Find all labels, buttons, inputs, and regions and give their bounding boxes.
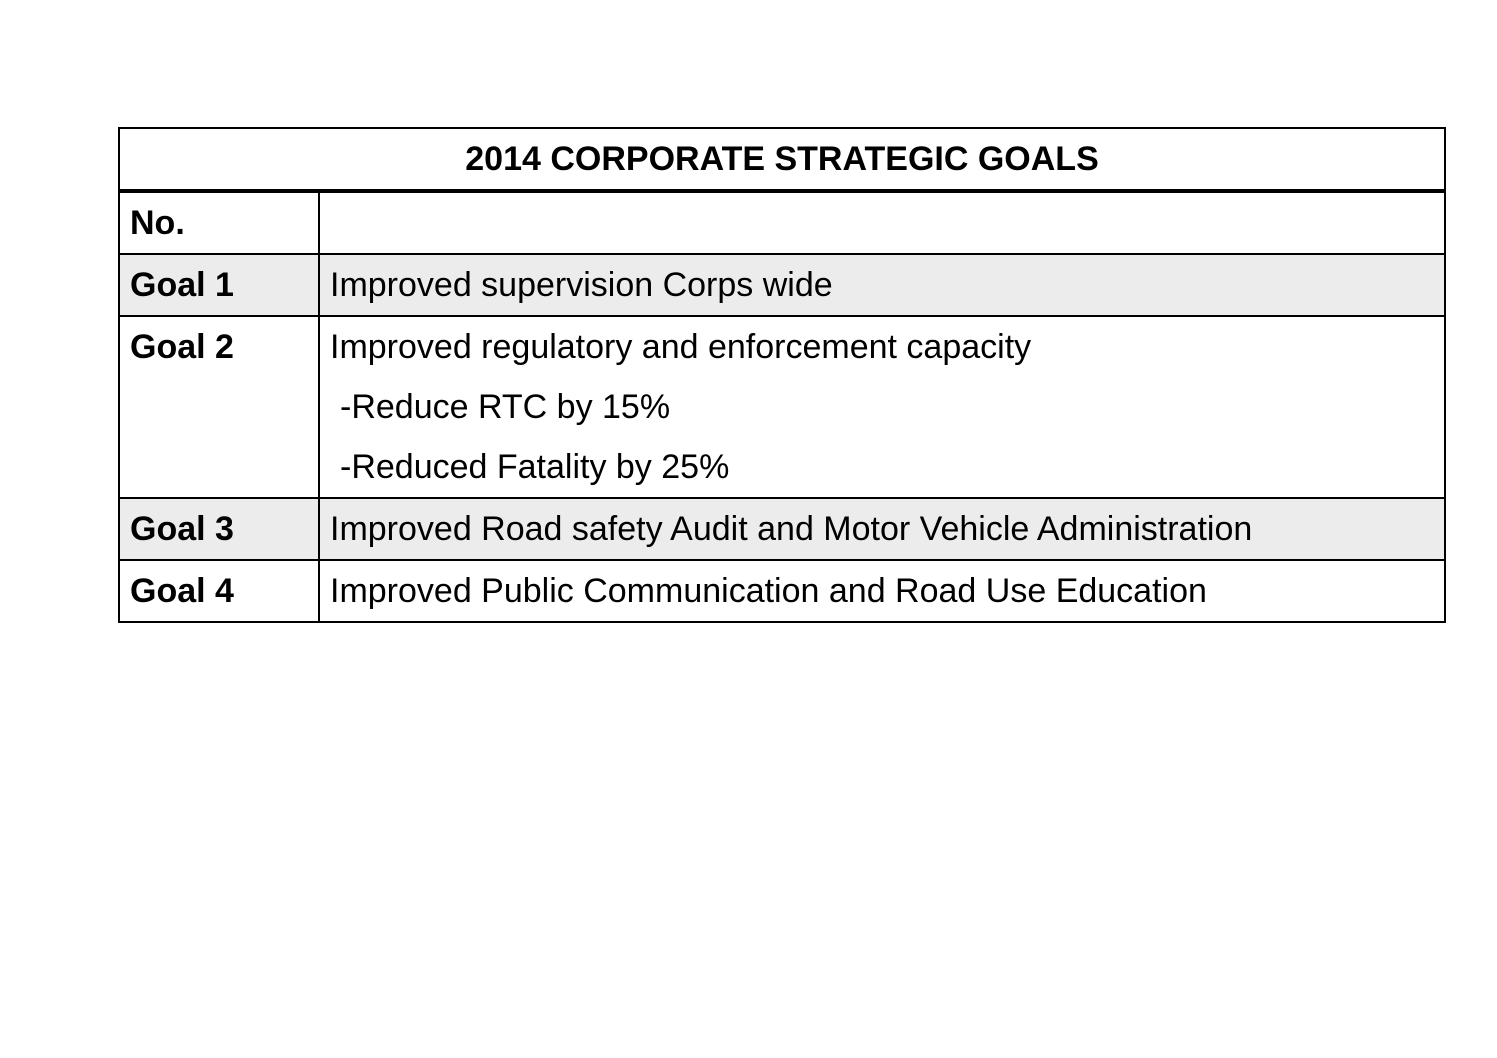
goal-subitem: -Reduced Fatality by 25% bbox=[340, 448, 730, 486]
table-header-row bbox=[119, 191, 1445, 254]
goal-label: Goal 4 bbox=[119, 560, 319, 622]
goal-label: Goal 3 bbox=[119, 498, 319, 560]
goal-text: Improved Public Communication and Road Use Education bbox=[319, 560, 1445, 622]
table-row bbox=[119, 560, 1445, 622]
table-row bbox=[119, 316, 1445, 498]
goal-text: Improved regulatory and enforcement capacity bbox=[330, 328, 1032, 366]
goal-label: Goal 2 bbox=[119, 316, 319, 498]
table-title-row bbox=[119, 128, 1445, 191]
goal-label: Goal 1 bbox=[119, 254, 319, 316]
table-row bbox=[119, 498, 1445, 560]
header-no: No. bbox=[119, 191, 319, 254]
strategic-goals-table bbox=[118, 127, 1446, 623]
goal-text: Improved Road safety Audit and Motor Vehicle Administration bbox=[319, 498, 1445, 560]
goal-subitem: -Reduce RTC by 15% bbox=[340, 388, 671, 426]
goal-text: Improved supervision Corps wide bbox=[319, 254, 1445, 316]
table-title: 2014 CORPORATE STRATEGIC GOALS bbox=[119, 128, 1445, 191]
goal-cell bbox=[319, 316, 1445, 498]
table-row bbox=[119, 254, 1445, 316]
header-description bbox=[319, 191, 1445, 254]
